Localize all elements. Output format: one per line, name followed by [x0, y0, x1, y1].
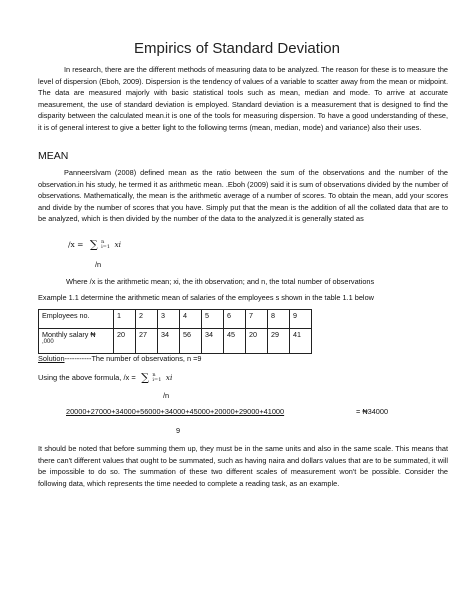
- table-cell: 1: [114, 310, 136, 329]
- table-cell: 45: [224, 329, 246, 354]
- table-row: [39, 329, 312, 354]
- where-text: Where /x is the arithmetic mean; xi, the ith observation; and n, the total number of observations: [66, 277, 375, 286]
- sigma-lower: i=1: [101, 244, 111, 250]
- example-text: Example 1.1 determine the arithmetic mean of salaries of the employees s shown in the table 1.1 below: [38, 293, 374, 302]
- table-cell: 27: [136, 329, 158, 354]
- table-cell: 34: [202, 329, 224, 354]
- using-formula-line: [38, 370, 172, 383]
- table-cell: 5: [202, 310, 224, 329]
- formula-lhs: /x =: [68, 240, 84, 249]
- solution-text: -----------The number of observations, n =9: [64, 354, 202, 363]
- mean-formula: [68, 237, 121, 250]
- formula-variable: xi: [165, 373, 173, 382]
- table-cell: 20: [246, 329, 268, 354]
- table-cell: 20: [114, 329, 136, 354]
- table-cell: 41: [290, 329, 312, 354]
- salary-label-line1: Monthly salary ₦: [42, 330, 96, 339]
- table-cell: 56: [180, 329, 202, 354]
- document-title: Empirics of Standard Deviation: [134, 40, 340, 57]
- table-cell: 4: [180, 310, 202, 329]
- sum-result: = ₦34000: [356, 407, 389, 416]
- using-denominator: /n: [163, 391, 170, 400]
- intro-paragraph: In research, there are the different methods of measuring data to be analyzed. The reason for these is to measure the level of dispersion (Eboh, 2009). Dispersion is the tendency of values of a variable to scatter away from the mean or midpoint. The data are measured majorly with basic statistical tools such as mean, median and mode. To arrive at accurate measurement, the use of standard deviation is employed. Standard deviation is a measurement that is designed to find the disparity between the calculated mean.it is one of the tools for measuring dispersion. To have a good understanding of these, it is of general interest to give a better light to the following terms (mean, median, mode) and variance) also their uses.: [38, 65, 448, 132]
- sigma-lower: i=1: [152, 377, 162, 383]
- table-cell: 3: [158, 310, 180, 329]
- table-row: [39, 310, 312, 329]
- table-cell: 6: [224, 310, 246, 329]
- solution-label: Solution: [38, 354, 65, 363]
- sigma-symbol: ∑: [89, 238, 98, 251]
- sigma-upper: n: [101, 239, 105, 245]
- sum-numerator: 20000+27000+34000+56000+34000+45000+20000+29000+41000: [66, 407, 285, 416]
- mean-heading: MEAN: [38, 150, 69, 162]
- salary-label-line2: ,000: [42, 339, 54, 345]
- using-text: Using the above formula, /x =: [38, 373, 136, 382]
- sigma-symbol: ∑: [141, 371, 150, 384]
- salary-table: [38, 309, 312, 354]
- table-cell: [39, 329, 114, 354]
- sigma-limits: [152, 373, 161, 383]
- table-cell: 34: [158, 329, 180, 354]
- table-cell: 7: [246, 310, 268, 329]
- sum-denominator: 9: [176, 426, 181, 435]
- table-cell: Employees no.: [39, 310, 114, 329]
- formula-variable: xi: [114, 240, 122, 249]
- sigma-limits: [101, 240, 110, 250]
- table-cell: 2: [136, 310, 158, 329]
- table-cell: 9: [290, 310, 312, 329]
- sigma-upper: n: [152, 372, 156, 378]
- table-cell: 29: [268, 329, 290, 354]
- mean-paragraph: Panneerslvam (2008) defined mean as the ratio between the sum of the observations and the number of the observation.in his study, he termed it as arithmetic mean. .Eboh (2009) said it is sum of observations divided by the number of observations. Mathematically, the mean is the arithmetic average of a number of scores. To obtain the mean, add your scores and divide by the number of scores that you have. Simply put that the mean is the addition of all the collated data that are to be analyzed, which is then divided by the number of the data to the analyzed.it is generally stated as: [38, 168, 448, 223]
- solution-line: [38, 354, 201, 363]
- formula-denominator: /n: [95, 260, 102, 269]
- table-cell: 8: [268, 310, 290, 329]
- closing-paragraph: It should be noted that before summing them up, they must be in the same units and also in the same scale. This means that there can't different values that ought to be summated, such as having naira and dollars values that are to be summated, it will be impossible to do so. The summation of these two different scales of measurement won't be possible. Consider the following data, which represents the time needed to complete a reading task, as an example.: [38, 444, 448, 488]
